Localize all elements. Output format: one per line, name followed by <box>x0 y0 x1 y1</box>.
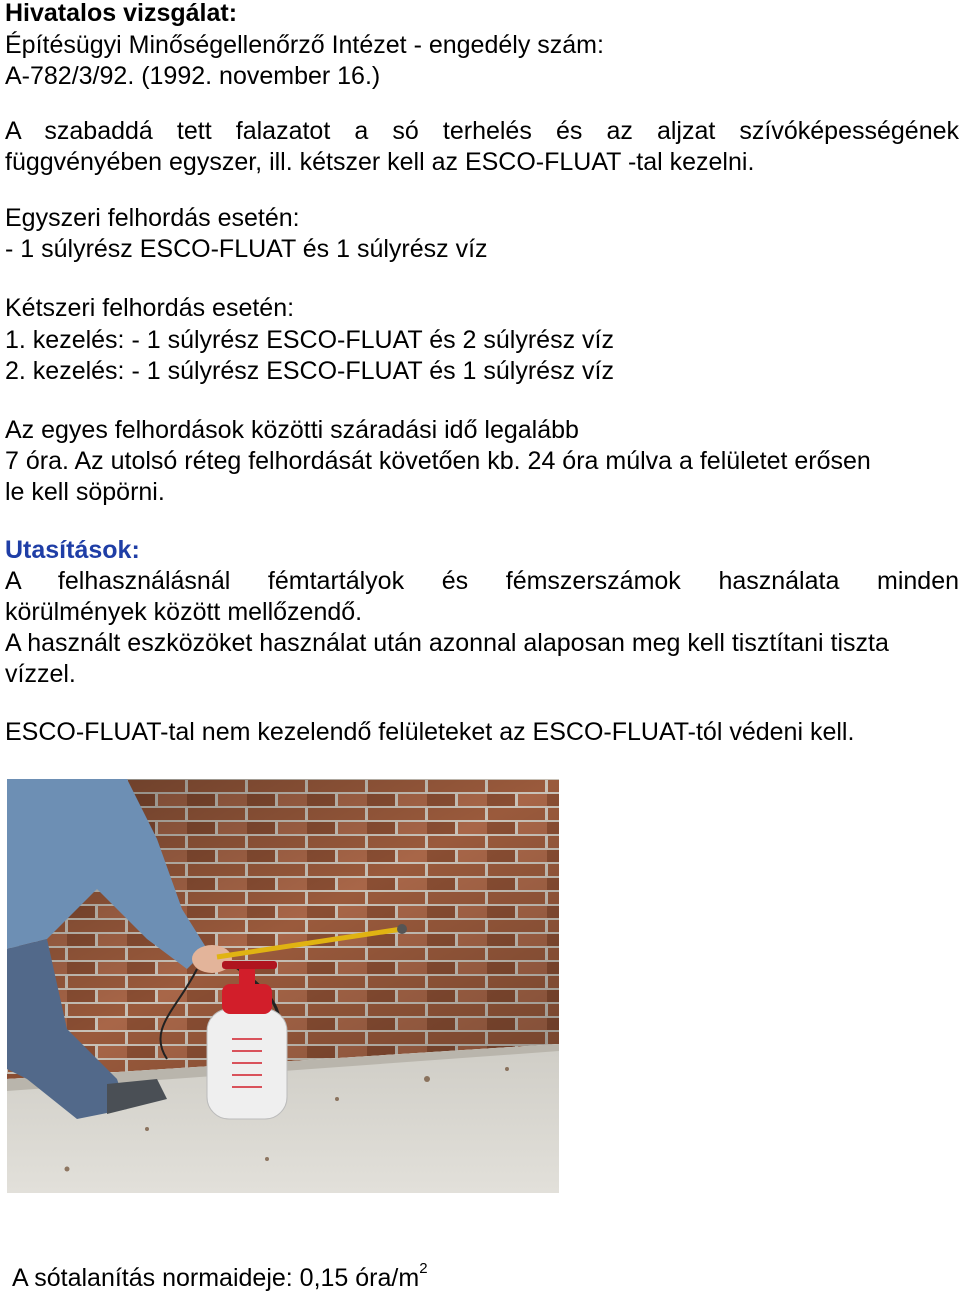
official-test-heading: Hivatalos vizsgálat: <box>5 0 238 27</box>
desalination-time-superscript: 2 <box>419 1260 428 1277</box>
instructions-p3: ESCO-FLUAT-tal nem kezelendő felületeket az ESCO-FLUAT-tól védeni kell. <box>5 718 855 746</box>
drying-line-1: Az egyes felhordások közötti száradási idő legalább <box>5 416 579 444</box>
instructions-p1-line-2: körülmények között mellőzendő. <box>5 598 363 626</box>
desalination-time <box>12 1253 428 1294</box>
instructions-p2-line-2: vízzel. <box>5 660 76 688</box>
instructions-p2-line-1: A használt eszközöket használat után azonnal alaposan meg kell tisztítani tiszta <box>5 629 889 657</box>
sprayer-cap <box>222 984 272 1014</box>
drying-line-2: 7 óra. Az utolsó réteg felhordását követően kb. 24 óra múlva a felületet erősen <box>5 447 871 475</box>
treatment-intro-line-1: A szabaddá tett falazatot a só terhelés és az aljzat szívóképességének <box>5 117 959 145</box>
sprayer-tank <box>207 1009 287 1119</box>
double-application-item-2: 2. kezelés: - 1 súlyrész ESCO-FLUAT és 1 súlyrész víz <box>5 357 614 385</box>
single-application-heading: Egyszeri felhordás esetén: <box>5 204 300 232</box>
single-application-item: - 1 súlyrész ESCO-FLUAT és 1 súlyrész víz <box>5 235 488 263</box>
permit-line: A-782/3/92. (1992. november 16.) <box>5 62 381 90</box>
double-application-heading: Kétszeri felhordás esetén: <box>5 294 295 322</box>
institute-line: Építésügyi Minőségellenőrző Intézet - engedély szám: <box>5 31 604 59</box>
double-application-item-1: 1. kezelés: - 1 súlyrész ESCO-FLUAT és 2 súlyrész víz <box>5 326 614 354</box>
instructions-p1-line-1: A felhasználásnál fémtartályok és fémszerszámok használata minden <box>5 567 959 595</box>
treatment-intro-line-2: függvényében egyszer, ill. kétszer kell az ESCO-FLUAT -tal kezelni. <box>5 148 755 176</box>
drying-line-3: le kell söpörni. <box>5 478 165 506</box>
desalination-time-label: A sótalanítás normaideje: 0,15 óra/m <box>12 1264 420 1292</box>
instructions-heading: Utasítások: <box>5 536 140 564</box>
photo-sprayer-on-brick-wall <box>7 779 559 1193</box>
